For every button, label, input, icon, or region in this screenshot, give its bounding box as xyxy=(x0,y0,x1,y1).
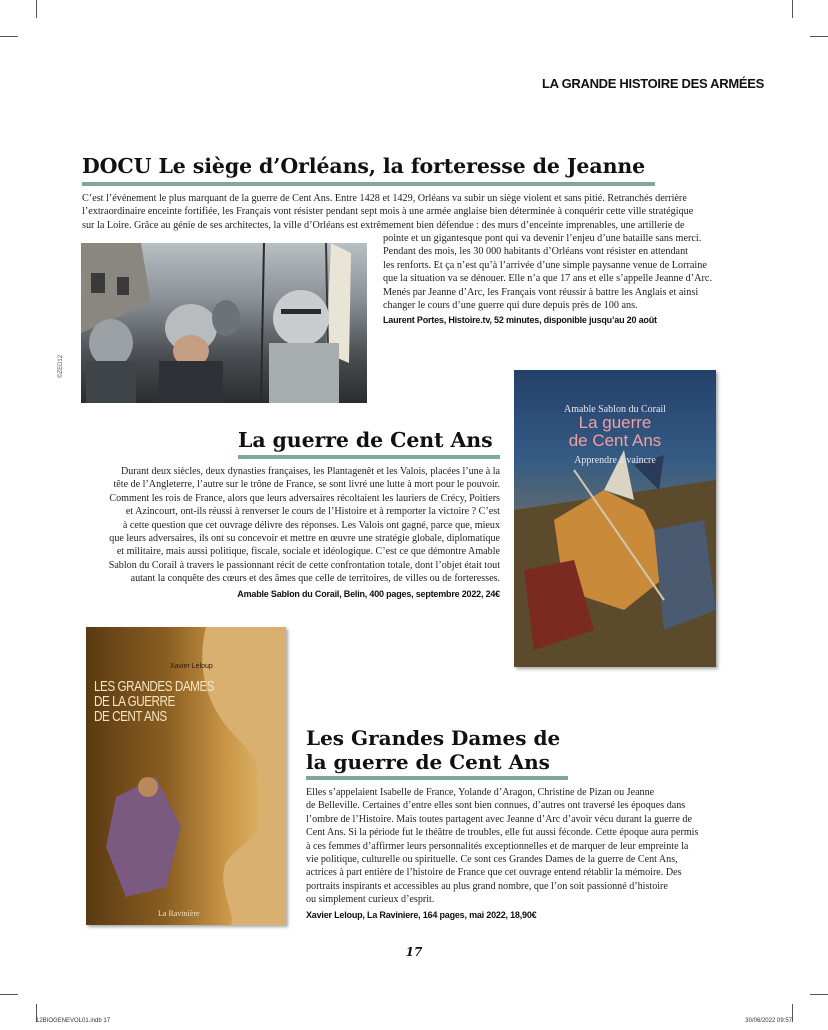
docu-line: pointe et un gigantesque pont qui va devenir l’enjeu d’une bataille sans merci. xyxy=(383,233,702,244)
guerre-line: tête de l’Angleterre, l’autre sur le trône de France, se sont livré une lutte à mort pour le pouvoir. xyxy=(113,479,500,491)
docu-line: l’extraordinaire enceinte fortifiée, les Français vont résister pendant sept mois à une armée anglaise bien déterminée à conquérir cette ville stratégique xyxy=(82,206,694,218)
docu-line: que la situation va se dénouer. Elle n’a que 17 ans et elle s’appelle Jeanne d’Arc. xyxy=(383,273,712,285)
slug-left: 12BIOGENEVOL01.indb 17 xyxy=(36,1018,111,1024)
crop-mark xyxy=(810,36,828,37)
helmet-shape xyxy=(212,300,240,336)
helmet-shape xyxy=(89,319,133,367)
crop-mark xyxy=(792,0,793,18)
window-shape xyxy=(117,277,129,295)
docu-credit: Laurent Portes, Histoire.tv, 52 minutes, disponible jusqu’au 20 août xyxy=(383,315,657,326)
cover-author: Amable Sablon du Corail xyxy=(564,404,666,415)
dames-line: Cent Ans. Si la période fut le théâtre de troubles, elle fut aussi féconde. Cette époque aura permis xyxy=(306,827,699,839)
crop-mark xyxy=(0,36,18,37)
dames-line: de Belleville. Certaines d’entre elles sont bien connues, d’autres ont traversé les époques dans xyxy=(306,800,686,812)
docu-line: Pendant des mois, les 30 000 habitants d’Orléans vont résister en attendant xyxy=(383,246,688,258)
crop-mark xyxy=(0,994,18,995)
page-number: 17 xyxy=(405,945,423,959)
crop-mark xyxy=(792,1004,793,1022)
dames-title-rule xyxy=(306,776,568,780)
guerre-line: Sablon du Corail à travers le passionnant récit de cette confrontation totale, dont l’objet était tout xyxy=(108,559,500,571)
jeanne-head-shape xyxy=(138,777,158,797)
guerre-line: et militaire, mais aussi politique, fiscale, sociale et idéologique. C’est ce que démontre Amable xyxy=(116,546,500,558)
dames-line: portraits inspirants et accessibles au plus grand nombre, que l’on soit passionné d’histoire xyxy=(306,880,668,892)
docu-line: Menés par Jeanne d’Arc, les Français vont réussir à battre les Anglais et ainsi xyxy=(383,286,699,298)
guerre-line: que leurs adversaires, ils ont su concevoir et mettre en œuvre une stratégie globale, diplomatique xyxy=(109,533,500,545)
cover-title-line: de Cent Ans xyxy=(568,431,662,450)
dames-paragraph xyxy=(306,786,726,922)
photo-credit: ©ZED12 xyxy=(58,354,64,378)
crop-mark xyxy=(36,0,37,18)
dames-line: actrices à part entière de l’histoire de France que cet ouvrage entend rétablir la mémoire. Des xyxy=(306,867,682,879)
guerre-title: La guerre de Cent Ans xyxy=(238,428,493,452)
guerre-title-rule xyxy=(238,455,500,459)
visor-slit-shape xyxy=(281,309,321,314)
guerre-line: autant la conquête des cœurs et des âmes que celle de territoires, de villes ou de forteresses. xyxy=(130,573,500,585)
dames-title-line: la guerre de Cent Ans xyxy=(306,750,550,774)
dames-credit: Xavier Leloup, La Raviniere, 164 pages, mai 2022, 18,90€ xyxy=(306,909,537,920)
guerre-credit: Amable Sablon du Corail, Belin, 400 pages, septembre 2022, 24€ xyxy=(237,588,500,599)
dames-line: vie politique, culturelle ou spirituelle. Ce sont ces Grandes Dames de la guerre de Cent Ans, xyxy=(306,854,678,866)
docu-line: changer le cours d’une guerre qui dure depuis près de 100 ans. xyxy=(383,300,638,312)
helmet-shape xyxy=(273,290,329,346)
cover-title-line: DE CENT ANS xyxy=(94,708,167,725)
docu-line: sur la Loire. Grâce au génie de ses architectes, la ville d’Orléans est extrêmement bien défendue : des murs d’enceinte imprenables, une artillerie de xyxy=(82,219,685,231)
spear-shape xyxy=(261,243,264,403)
docu-paragraph-right xyxy=(383,232,728,328)
dames-line: à ces femmes d’affirmer leurs personnalités exceptionnelles et de marquer de leur empreinte la xyxy=(306,840,689,852)
docu-line: les renforts. Et ça n’est qu’à l’arrivée d’une simple paysanne venue de Lorraine xyxy=(383,259,707,271)
face-profile-shape xyxy=(202,627,286,925)
guerre-paragraph xyxy=(60,465,500,601)
cover-title xyxy=(514,414,716,450)
profile-illustration xyxy=(86,627,286,925)
docu-title: DOCU Le siège d’Orléans, la forteresse de Jeanne xyxy=(82,154,646,178)
guerre-line: à cette question que cet ouvrage délivre des réponses. Les Valois ont gagné, parce que, mieux xyxy=(122,519,500,531)
cover-subtitle: Apprendre à vaincre xyxy=(574,455,656,466)
cover-author: Xavier Leloup xyxy=(170,663,213,670)
book-cover-grandes-dames xyxy=(86,627,286,925)
docu-paragraph-top xyxy=(82,192,732,232)
dames-title xyxy=(306,726,560,774)
armor-shape xyxy=(159,361,223,403)
dames-line: ou simplement curieux d’esprit. xyxy=(306,894,435,906)
docu-photo-knights xyxy=(81,243,367,403)
armor-shape xyxy=(86,361,136,403)
running-head: LA GRANDE HISTOIRE DES ARMÉES xyxy=(542,76,764,91)
cover-title-line: LES GRANDES DAMES xyxy=(94,678,215,695)
slug-right: 30/06/2022 09:57 xyxy=(745,1018,792,1024)
docu-line: C’est l’événement le plus marquant de la guerre de Cent Ans. Entre 1428 et 1429, Orléans va subir un siège violent et sans pitié. Retranchés derrière xyxy=(82,193,687,204)
cover-title-line: DE LA GUERRE xyxy=(94,693,175,710)
dames-title-line: Les Grandes Dames de xyxy=(306,726,561,750)
book-cover-guerre xyxy=(514,370,716,667)
guerre-line: et Azincourt, ont-ils réussi à renverser le cours de l’Histoire et à remporter la victoire ? C’est xyxy=(125,506,500,518)
window-shape xyxy=(91,273,105,293)
knights-illustration xyxy=(81,243,367,403)
guerre-line: Durant deux siècles, deux dynasties françaises, les Plantagenêt et les Valois, placées l’une à la xyxy=(120,466,500,477)
armor-shape xyxy=(269,343,339,403)
dames-line: l’ombre de l’Histoire. Mais toutes partagent avec Jeanne d’Arc d’avoir vécu durant la guerre de xyxy=(306,813,692,825)
docu-title-rule xyxy=(82,182,655,186)
crop-mark xyxy=(810,994,828,995)
cover-title-line: La guerre xyxy=(578,413,652,432)
guerre-line: Comment les rois de France, alors que leurs adversaires récoltaient les lauriers de Crécy, Poitiers xyxy=(109,492,500,504)
dames-line: Elles s’appelaient Isabelle de France, Yolande d’Aragon, Christine de Pizan ou Jeanne xyxy=(306,787,655,798)
cover-title xyxy=(94,679,214,724)
cover-publisher: La Ravinière xyxy=(158,909,200,918)
